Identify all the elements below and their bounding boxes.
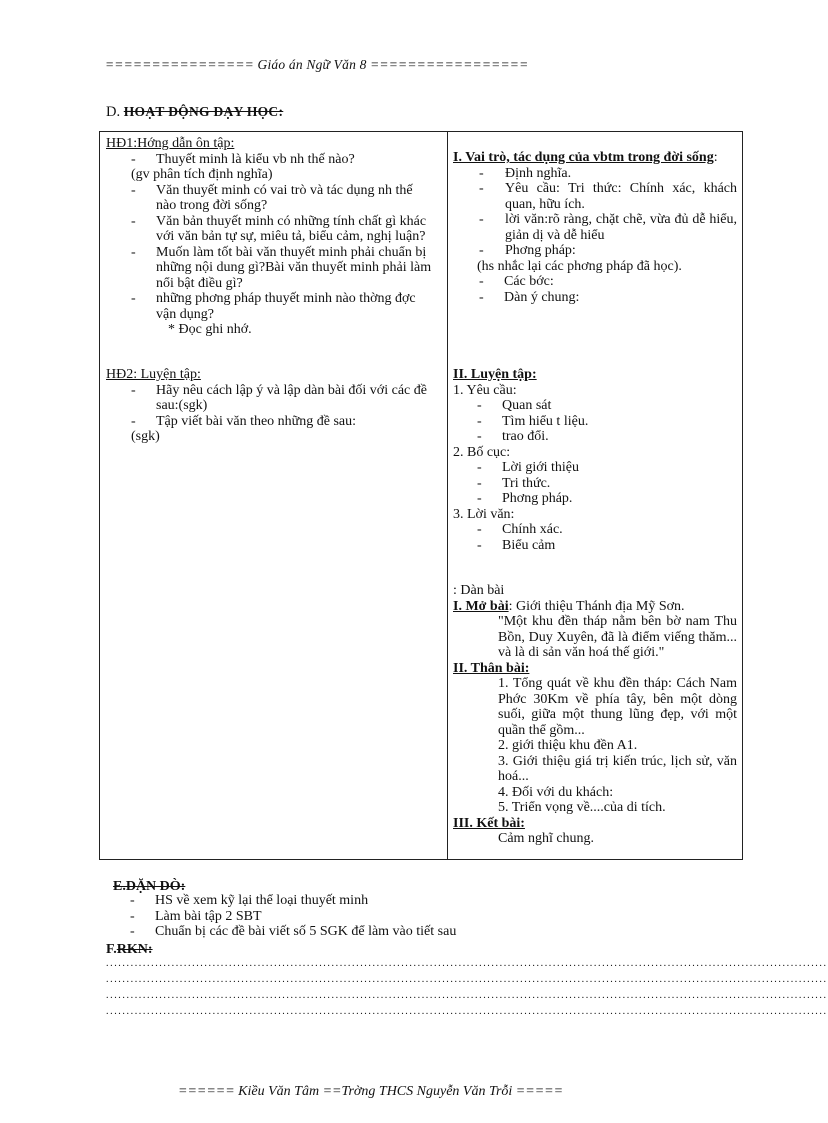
outline-body-item: 3. Giới thiệu giá trị kiến trúc, lịch sử, văn hoá... xyxy=(498,753,737,784)
section-e-item: - HS về xem kỹ lại thể loại thuyết minh xyxy=(130,893,610,909)
s1-item: - lời văn:rõ ràng, chặt chẽ, vừa đủ dễ hiểu, giản dị và dễ hiểu xyxy=(479,212,737,243)
hd2-note: (sgk) xyxy=(131,429,160,444)
left-column-hd2 xyxy=(106,367,434,445)
outline-body-item: 2. giới thiệu khu đền A1. xyxy=(498,738,638,753)
section-e-heading: E.DẶN DÒ: xyxy=(113,879,186,894)
hd1-note-2: * Đọc ghi nhớ. xyxy=(168,322,252,337)
page-header: ================ Giáo án Ngữ Văn 8 ================= xyxy=(105,57,529,72)
rkn-line: ................................................................................................................................................................................ xyxy=(106,990,828,1001)
outline-body-item: 5. Triển vọng về....của di tích. xyxy=(498,800,666,815)
s2-heading: 2. Bố cục: xyxy=(453,444,511,460)
s1-item: - Các bớc: xyxy=(479,274,737,290)
hd1-question: - Muốn làm tốt bài văn thuyết minh phải chuẩn bị những nội dung gì?Bài văn thuyết minh phải làm nổi bật điều gì? xyxy=(131,245,434,292)
hd2-item: - Hãy nêu cách lập ý và lập dàn bài đối với các đề sau:(sgk) xyxy=(131,383,434,414)
right-column xyxy=(453,150,737,305)
section-f-title: RKN: xyxy=(116,942,153,957)
s2-item: - Tìm hiểu t liệu. xyxy=(477,414,737,430)
left-column xyxy=(106,136,434,338)
hd1-question: - Thuyết minh là kiểu vb nh thế nào? xyxy=(131,152,434,168)
section-d-prefix: D. xyxy=(106,104,121,120)
outline-heading: : Dàn bài xyxy=(453,583,505,598)
section-d-heading xyxy=(106,104,283,121)
s2-item: - Quan sát xyxy=(477,398,737,414)
s2-heading: 1. Yêu cầu: xyxy=(453,382,517,398)
s1-item: - Định nghĩa. xyxy=(479,166,737,182)
hd1-question: - Văn thuyết minh có vai trò và tác dụng nh thế nào trong đời sống? xyxy=(131,183,434,214)
rkn-line: ................................................................................................................................................................................ xyxy=(106,958,828,969)
s1-colon: : xyxy=(713,150,718,165)
outline-intro-quote: "Một khu đền tháp nằm bên bờ nam Thu Bồn, Duy Xuyên, đã là điểm viếng thăm... và là di sản văn hoá thế giới." xyxy=(498,614,737,660)
s2-item: - trao đổi. xyxy=(477,429,737,445)
rkn-line: ................................................................................................................................................................................ xyxy=(106,974,828,985)
s2-title: II. Luyện tập: xyxy=(453,367,537,382)
right-column-practice xyxy=(453,367,737,553)
s1-title: I. Vai trò, tác dụng của vbtm trong đời sống xyxy=(453,150,714,165)
section-f-prefix: F. xyxy=(106,942,117,957)
outline-body-item: 4. Đối với du khách: xyxy=(498,784,614,800)
outline-intro: I. Mở bài: Giới thiệu Thánh địa Mỹ Sơn. xyxy=(453,598,685,614)
hd1-note: (gv phân tích định nghĩa) xyxy=(131,167,273,182)
hd2-item: - Tập viết bài văn theo những đề sau: xyxy=(131,414,434,430)
hd1-title: HĐ1:Hớng dẫn ôn tập: xyxy=(106,136,235,151)
s2-item: - Biểu cảm xyxy=(477,538,737,554)
s2-item: - Phơng pháp. xyxy=(477,491,737,507)
s2-heading: 3. Lời văn: xyxy=(453,506,515,522)
outline-block xyxy=(453,583,737,847)
outline-body-item: 1. Tổng quát về khu đền tháp: Cách Nam Phớc 30Km về phía tây, bên một dòng suối, giữa một thung lũng đẹp, với một quần thể gồm... xyxy=(498,676,737,738)
s1-note: (hs nhắc lại các phơng pháp đã học). xyxy=(477,258,682,274)
outline-body-label: II. Thân bài: xyxy=(453,660,530,676)
s1-item: - Phơng pháp: xyxy=(479,243,737,259)
outline-conclusion-label: III. Kết bài: xyxy=(453,815,525,831)
section-d-label: HOẠT ĐỘNG DẠY HỌC: xyxy=(123,104,284,119)
hd1-question: - những phơng pháp thuyết minh nào thờng đợc vận dụng? xyxy=(131,291,434,322)
table-divider xyxy=(447,131,448,860)
hd1-question: - Văn bản thuyết minh có những tính chất gì khác với văn bản tự sự, miêu tả, biểu cảm, nghị luận? xyxy=(131,214,434,245)
s2-item: - Chính xác. xyxy=(477,522,737,538)
s1-item: - Yêu cầu: Tri thức: Chính xác, khách quan, hữu ích. xyxy=(479,181,737,212)
outline-conclusion-text: Cảm nghĩ chung. xyxy=(498,831,595,846)
section-e-item: - Làm bài tập 2 SBT xyxy=(130,909,610,925)
rkn-line: ................................................................................................................................................................................ xyxy=(106,1006,828,1017)
s1-item: - Dàn ý chung: xyxy=(479,290,737,306)
section-e-list xyxy=(130,893,610,940)
s2-item: - Lời giới thiệu xyxy=(477,460,737,476)
s2-item: - Tri thức. xyxy=(477,476,737,492)
section-e-item: - Chuẩn bị các đề bài viết số 5 SGK để làm vào tiết sau xyxy=(130,924,610,940)
page-footer: ====== Kiều Văn Tâm ==Trờng THCS Nguyễn Văn Trỗi ===== xyxy=(178,1084,564,1099)
hd2-title: HĐ2: Luyện tập: xyxy=(106,367,201,382)
section-f-heading xyxy=(106,942,153,958)
